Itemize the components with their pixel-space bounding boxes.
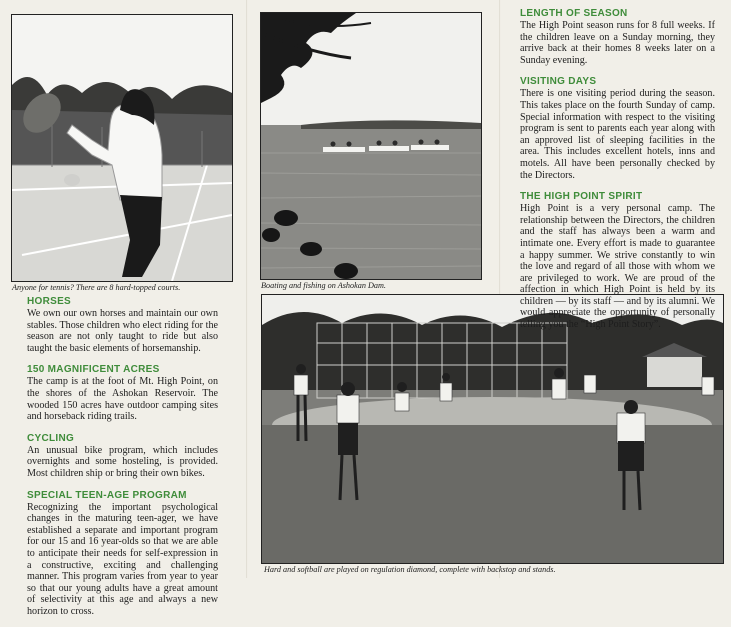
panel-fold-left	[246, 0, 248, 578]
horses-heading: HORSES	[27, 296, 72, 307]
acres-body: The camp is at the foot of Mt. High Point, on the shores of the Ashokan Reservoir. The wooded 150 acres have outdoor camping sites and horseback riding trails.	[27, 376, 218, 423]
softball-caption: Hard and softball are played on regulation diamond, complete with backstop and stands.	[264, 565, 556, 574]
season-heading: LENGTH OF SEASON	[520, 8, 628, 19]
cycling-body: An unusual bike program, which includes overnights and some hosteling, is provided. Most children ship or bring their own bikes.	[27, 444, 218, 479]
boating-photo	[260, 12, 482, 280]
horses-body: We own our own horses and maintain our own stables. Those children who elect riding for the season are not only taught to ride but also taught the basic elements of horsemanship.	[27, 308, 218, 354]
visiting-days-body: There is one visiting period during the season. This takes place on the fourth Sunday of camp. Special information with respect to the visiting program is sent to parents each year along with an approved list of sleeping facilities in the area. This includes excellent hotels, inns and motels. All have been personally checked by the Directors.	[520, 88, 715, 181]
tennis-caption: Anyone for tennis? There are 8 hard-topped courts.	[12, 283, 181, 292]
boating-caption: Boating and fishing on Ashokan Dam.	[261, 281, 386, 290]
cycling-heading: CYCLING	[27, 432, 75, 444]
teen-program-body: Recognizing the important psychological changes in the maturing teen-ager, we have established a separate and important program for our 15 and 16 year-olds so that we are able to anticipate their needs for self-expression in a constructive, exciting and challenging manner. This program varies from year to year so that our young adults have a great amount of selectivity at this age and always a new horizon to cross.	[27, 501, 218, 617]
teen-program-heading: SPECIAL TEEN-AGE PROGRAM	[27, 489, 187, 501]
season-body: The High Point season runs for 8 full weeks. If the children leave on a Sunday morning, they arrive back at their homes 8 weeks later on a Sunday evening.	[520, 20, 715, 66]
spirit-body: High Point is a very personal camp. The relationship between the Directors, the children and the staff has always been a warm and intimate one. Every effort is made to guarantee a happy summer. We strive constantly to win the love and regard of all those with whom we are privileged to work. We are proud of the affection in which High Point is held by its children — by its staff — and by its alumni. We would appreciate the opportunity of personally telling you the “High Point Story”.	[520, 203, 715, 331]
right-text-column	[520, 8, 715, 341]
acres-heading: 150 MAGNIFICENT ACRES	[27, 364, 160, 376]
tennis-photo	[11, 14, 233, 282]
left-text-column	[27, 296, 218, 627]
spirit-heading: THE HIGH POINT SPIRIT	[520, 191, 643, 203]
visiting-days-heading: VISITING DAYS	[520, 76, 597, 88]
